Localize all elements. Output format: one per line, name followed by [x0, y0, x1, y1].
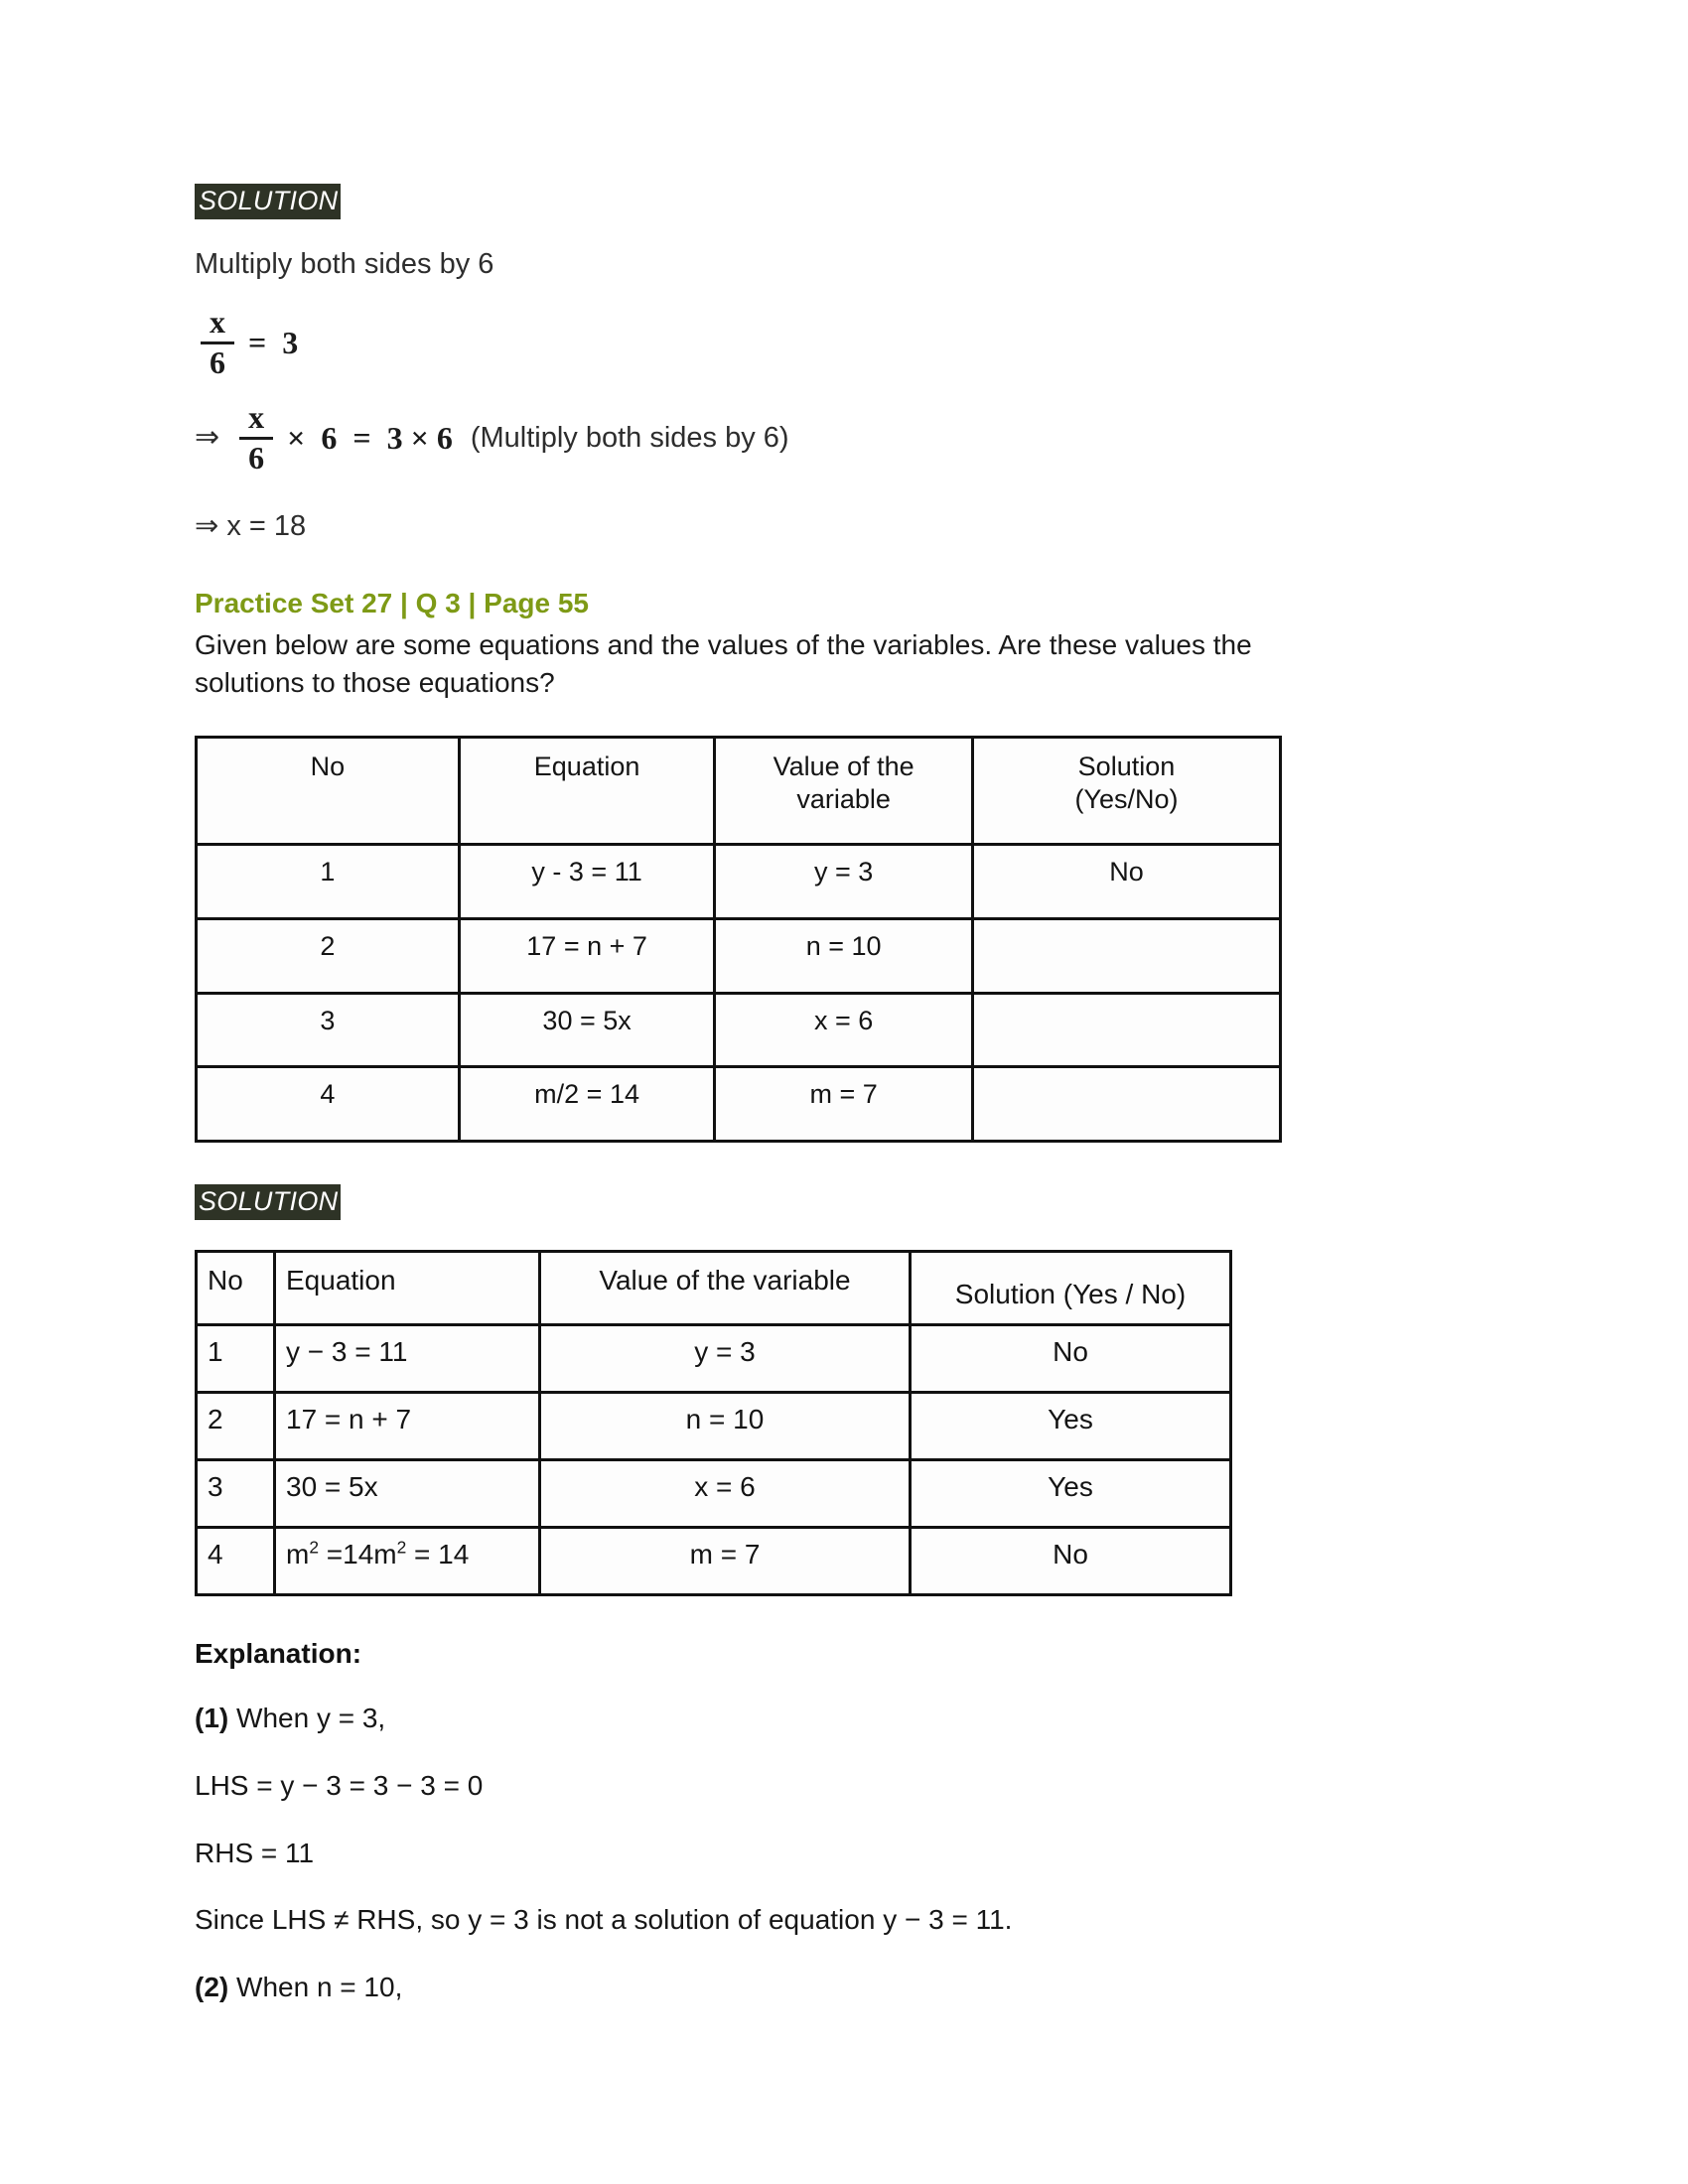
explanation-item-5	[195, 1969, 1366, 2006]
table-row	[197, 1325, 1231, 1393]
fraction-numerator: x	[248, 399, 265, 436]
column-header-value	[715, 737, 973, 845]
explanation-label-5: (2)	[195, 1972, 229, 2003]
column-header-value: Value of the variable	[540, 1252, 911, 1325]
eq-superscript-1: 2	[309, 1537, 319, 1558]
cell-solution: No	[911, 1325, 1231, 1393]
column-header-value-line2: variable	[796, 784, 891, 815]
explanation-text-1: When y = 3,	[228, 1703, 386, 1733]
explanation-text-5: When n = 10,	[228, 1972, 403, 2003]
table-header-row	[197, 1252, 1231, 1325]
explanation-text-4: Since LHS ≠ RHS, so y = 3 is not a solution of equation y − 3 = 11.	[195, 1904, 1013, 1936]
column-header-value-line1: Value of the	[773, 751, 914, 781]
cell-value: x = 6	[715, 993, 973, 1067]
table-row	[197, 1393, 1231, 1460]
cell-equation-squared	[275, 1528, 540, 1595]
equals-sign: =	[248, 325, 267, 361]
table-row	[197, 845, 1281, 919]
solution-banner-1: SOLUTION	[195, 184, 341, 219]
solution-banner-2: SOLUTION	[195, 1184, 341, 1220]
multiplication-sign: ×	[287, 420, 306, 457]
cell-equation: 30 = 5x	[275, 1460, 540, 1528]
explanation-item-1	[195, 1700, 1366, 1737]
multiply-instruction: Multiply both sides by 6	[195, 248, 494, 280]
column-header-solution-line1: Solution	[1077, 751, 1176, 781]
eq-suffix: = 14	[406, 1539, 470, 1570]
cell-value: m = 7	[715, 1067, 973, 1142]
table-row	[197, 993, 1281, 1067]
cell-no: 2	[197, 918, 460, 993]
cell-value: m = 7	[540, 1528, 911, 1595]
cell-solution: Yes	[911, 1460, 1231, 1528]
fraction-denominator: 6	[248, 439, 265, 476]
column-header-equation: Equation	[275, 1252, 540, 1325]
eq-mid: =14m	[318, 1539, 397, 1570]
eq-superscript-2: 2	[396, 1537, 407, 1558]
fraction-numerator: x	[210, 304, 225, 341]
explanation-item-4	[195, 1901, 1019, 1939]
explanation-title: Explanation:	[195, 1638, 362, 1669]
cell-value: y = 3	[715, 845, 973, 919]
cell-no: 3	[197, 1460, 275, 1528]
column-header-no: No	[197, 737, 460, 845]
cell-value: n = 10	[540, 1393, 911, 1460]
table-row	[197, 1528, 1231, 1595]
cell-no: 1	[197, 1325, 275, 1393]
equation-x-over-6	[195, 306, 1485, 379]
cell-solution	[972, 918, 1280, 993]
column-header-equation: Equation	[459, 737, 714, 845]
practice-set-question: Given below are some equations and the values of the variables. Are these values the solutions to those equations?	[195, 628, 1252, 698]
explanation-item-3	[195, 1835, 1366, 1872]
explanation-text-3: RHS = 11	[195, 1837, 315, 1868]
cell-solution: No	[972, 845, 1280, 919]
cell-value: y = 3	[540, 1325, 911, 1393]
cell-solution: No	[911, 1528, 1231, 1595]
cell-solution	[972, 1067, 1280, 1142]
cell-no: 2	[197, 1393, 275, 1460]
cell-no: 4	[197, 1067, 460, 1142]
fraction-x-over-6-step2	[239, 401, 273, 475]
equation-result: ⇒ x = 18	[195, 509, 307, 542]
explanation-label-1: (1)	[195, 1703, 229, 1733]
equation-multiply-step	[195, 401, 1485, 475]
column-header-solution-line2: (Yes/No)	[1074, 784, 1179, 815]
cell-equation: 30 = 5x	[459, 993, 714, 1067]
cell-equation: y − 3 = 11	[275, 1325, 540, 1393]
table-row	[197, 1460, 1231, 1528]
practice-set-heading: Practice Set 27 | Q 3 | Page 55	[195, 588, 590, 619]
equals-sign: =	[352, 420, 371, 457]
equation-rhs: 3 × 6	[386, 420, 453, 457]
equation-rhs: 3	[282, 325, 299, 361]
cell-value: x = 6	[540, 1460, 911, 1528]
cell-no: 1	[197, 845, 460, 919]
explanation-text-2: LHS = y − 3 = 3 − 3 = 0	[195, 1769, 484, 1801]
column-header-solution: Solution (Yes / No)	[911, 1252, 1231, 1325]
fraction-denominator: 6	[210, 343, 225, 380]
cell-value: n = 10	[715, 918, 973, 993]
cell-equation: 17 = n + 7	[275, 1393, 540, 1460]
eq-prefix: m	[286, 1539, 310, 1570]
column-header-solution	[972, 737, 1280, 845]
cell-solution: Yes	[911, 1393, 1231, 1460]
question-table	[195, 736, 1282, 1144]
fraction-x-over-6	[201, 306, 234, 379]
document-content	[195, 184, 1485, 2006]
table-row	[197, 918, 1281, 993]
cell-solution	[972, 993, 1280, 1067]
explanation-item-2	[195, 1767, 1366, 1805]
table-row	[197, 1067, 1281, 1142]
table-header-row	[197, 737, 1281, 845]
cell-equation: 17 = n + 7	[459, 918, 714, 993]
cell-equation: y - 3 = 11	[459, 845, 714, 919]
column-header-no: No	[197, 1252, 275, 1325]
cell-equation: m/2 = 14	[459, 1067, 714, 1142]
multiply-note: (Multiply both sides by 6)	[470, 421, 789, 454]
implies-arrow-icon: ⇒	[195, 421, 220, 455]
cell-no: 4	[197, 1528, 275, 1595]
multiplier-value: 6	[321, 420, 338, 457]
answer-table	[195, 1250, 1232, 1596]
cell-no: 3	[197, 993, 460, 1067]
